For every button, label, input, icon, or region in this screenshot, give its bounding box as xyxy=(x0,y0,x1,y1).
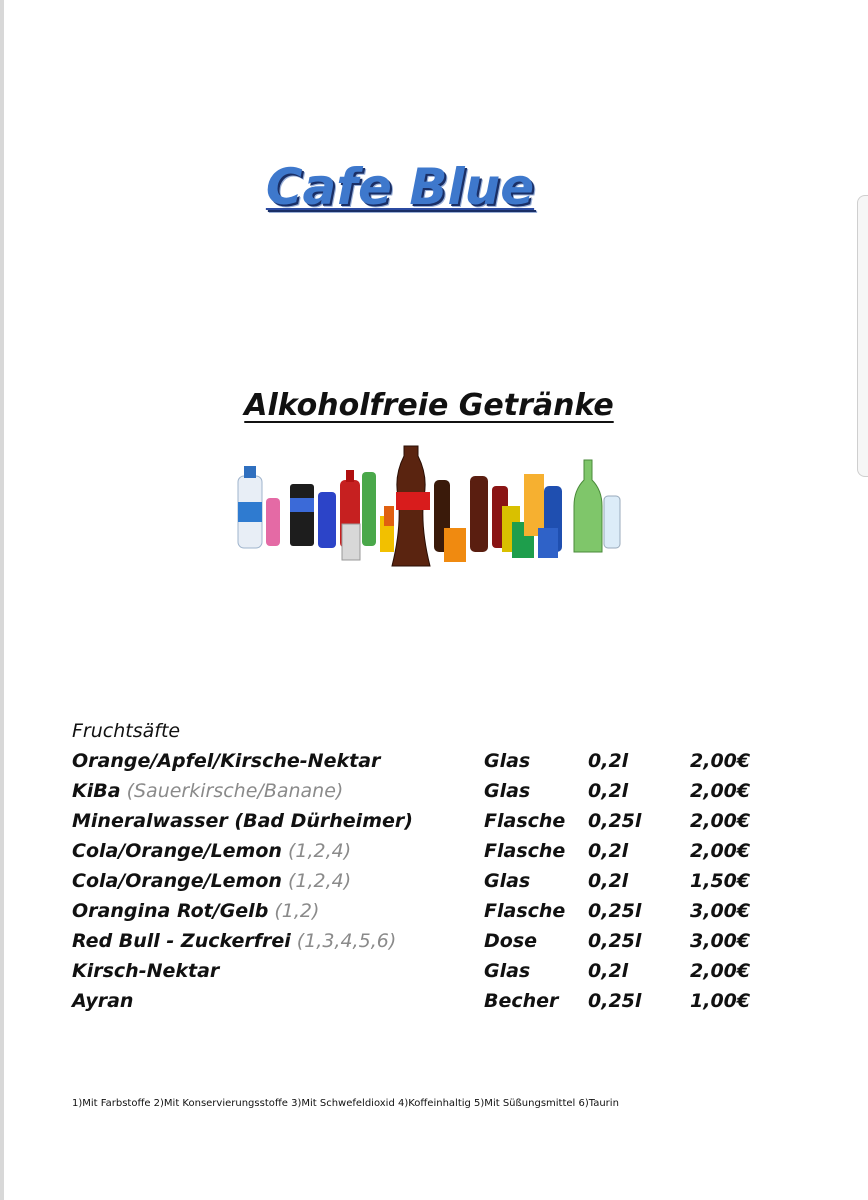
item-name-text: Cola/Orange/Lemon xyxy=(72,870,282,892)
item-name-text: Orangina Rot/Gelb xyxy=(72,900,269,922)
brand-title: Cafe Blue xyxy=(265,158,535,216)
drinks-menu xyxy=(72,716,772,1016)
item-name xyxy=(72,746,380,776)
menu-item-row xyxy=(72,836,772,866)
menu-item-row xyxy=(72,776,772,806)
menu-item-row xyxy=(72,926,772,956)
item-size: 0,2l xyxy=(588,840,629,862)
item-name-text: Kirsch-Nektar xyxy=(72,960,220,982)
item-name xyxy=(72,956,219,986)
menu-item-row xyxy=(72,806,772,836)
item-container: Flasche xyxy=(484,810,566,832)
item-name-text: Red Bull - Zuckerfrei xyxy=(72,930,291,952)
section-title: Alkoholfreie Getränke xyxy=(244,388,614,423)
item-name xyxy=(72,866,351,896)
menu-item-row xyxy=(72,746,772,776)
item-container: Dose xyxy=(484,930,538,952)
item-additives: (1,2) xyxy=(268,900,320,922)
item-container: Flasche xyxy=(484,900,566,922)
item-name xyxy=(72,926,396,956)
item-name xyxy=(72,776,343,806)
menu-item-row xyxy=(72,866,772,896)
item-price: 2,00€ xyxy=(690,750,751,772)
menu-item-row xyxy=(72,986,772,1016)
item-container: Glas xyxy=(484,870,531,892)
category-heading: Fruchtsäfte xyxy=(72,720,181,742)
scroll-handle[interactable] xyxy=(857,195,868,477)
item-price: 2,00€ xyxy=(690,780,751,802)
item-name xyxy=(72,986,133,1016)
item-size: 0,25l xyxy=(588,990,642,1012)
item-size: 0,25l xyxy=(588,930,642,952)
item-container: Becher xyxy=(484,990,559,1012)
item-price: 2,00€ xyxy=(690,840,751,862)
item-size: 0,2l xyxy=(588,780,629,802)
item-price: 3,00€ xyxy=(690,900,751,922)
item-price: 1,50€ xyxy=(690,870,751,892)
item-container: Glas xyxy=(484,960,531,982)
item-container: Glas xyxy=(484,750,531,772)
item-additives: (Sauerkirsche/Banane) xyxy=(120,780,344,802)
menu-item-row xyxy=(72,956,772,986)
item-price: 2,00€ xyxy=(690,960,751,982)
item-name-text: KiBa xyxy=(72,780,121,802)
item-size: 0,25l xyxy=(588,900,642,922)
menu-item-row xyxy=(72,896,772,926)
item-additives: (1,3,4,5,6) xyxy=(290,930,397,952)
item-name xyxy=(72,896,319,926)
item-size: 0,2l xyxy=(588,960,629,982)
item-price: 3,00€ xyxy=(690,930,751,952)
item-name-text: Ayran xyxy=(72,990,134,1012)
drink-bottles-icon xyxy=(232,436,624,568)
item-name xyxy=(72,836,351,866)
item-price: 1,00€ xyxy=(690,990,751,1012)
item-additives: (1,2,4) xyxy=(281,870,352,892)
item-name xyxy=(72,806,413,836)
item-price: 2,00€ xyxy=(690,810,751,832)
item-container: Flasche xyxy=(484,840,566,862)
item-size: 0,2l xyxy=(588,750,629,772)
item-name-text: Orange/Apfel/Kirsche-Nektar xyxy=(72,750,381,772)
item-additives: (1,2,4) xyxy=(281,840,352,862)
item-size: 0,25l xyxy=(588,810,642,832)
item-name-text: Mineralwasser (Bad Dürheimer) xyxy=(72,810,413,832)
item-size: 0,2l xyxy=(588,870,629,892)
item-name-text: Cola/Orange/Lemon xyxy=(72,840,282,862)
item-container: Glas xyxy=(484,780,531,802)
additives-footnote: 1)Mit Farbstoffe 2)Mit Konservierungsstoffe 3)Mit Schwefeldioxid 4)Koffeinhaltig 5)Mit Süßungsmittel 6)Taurin xyxy=(72,1098,619,1109)
